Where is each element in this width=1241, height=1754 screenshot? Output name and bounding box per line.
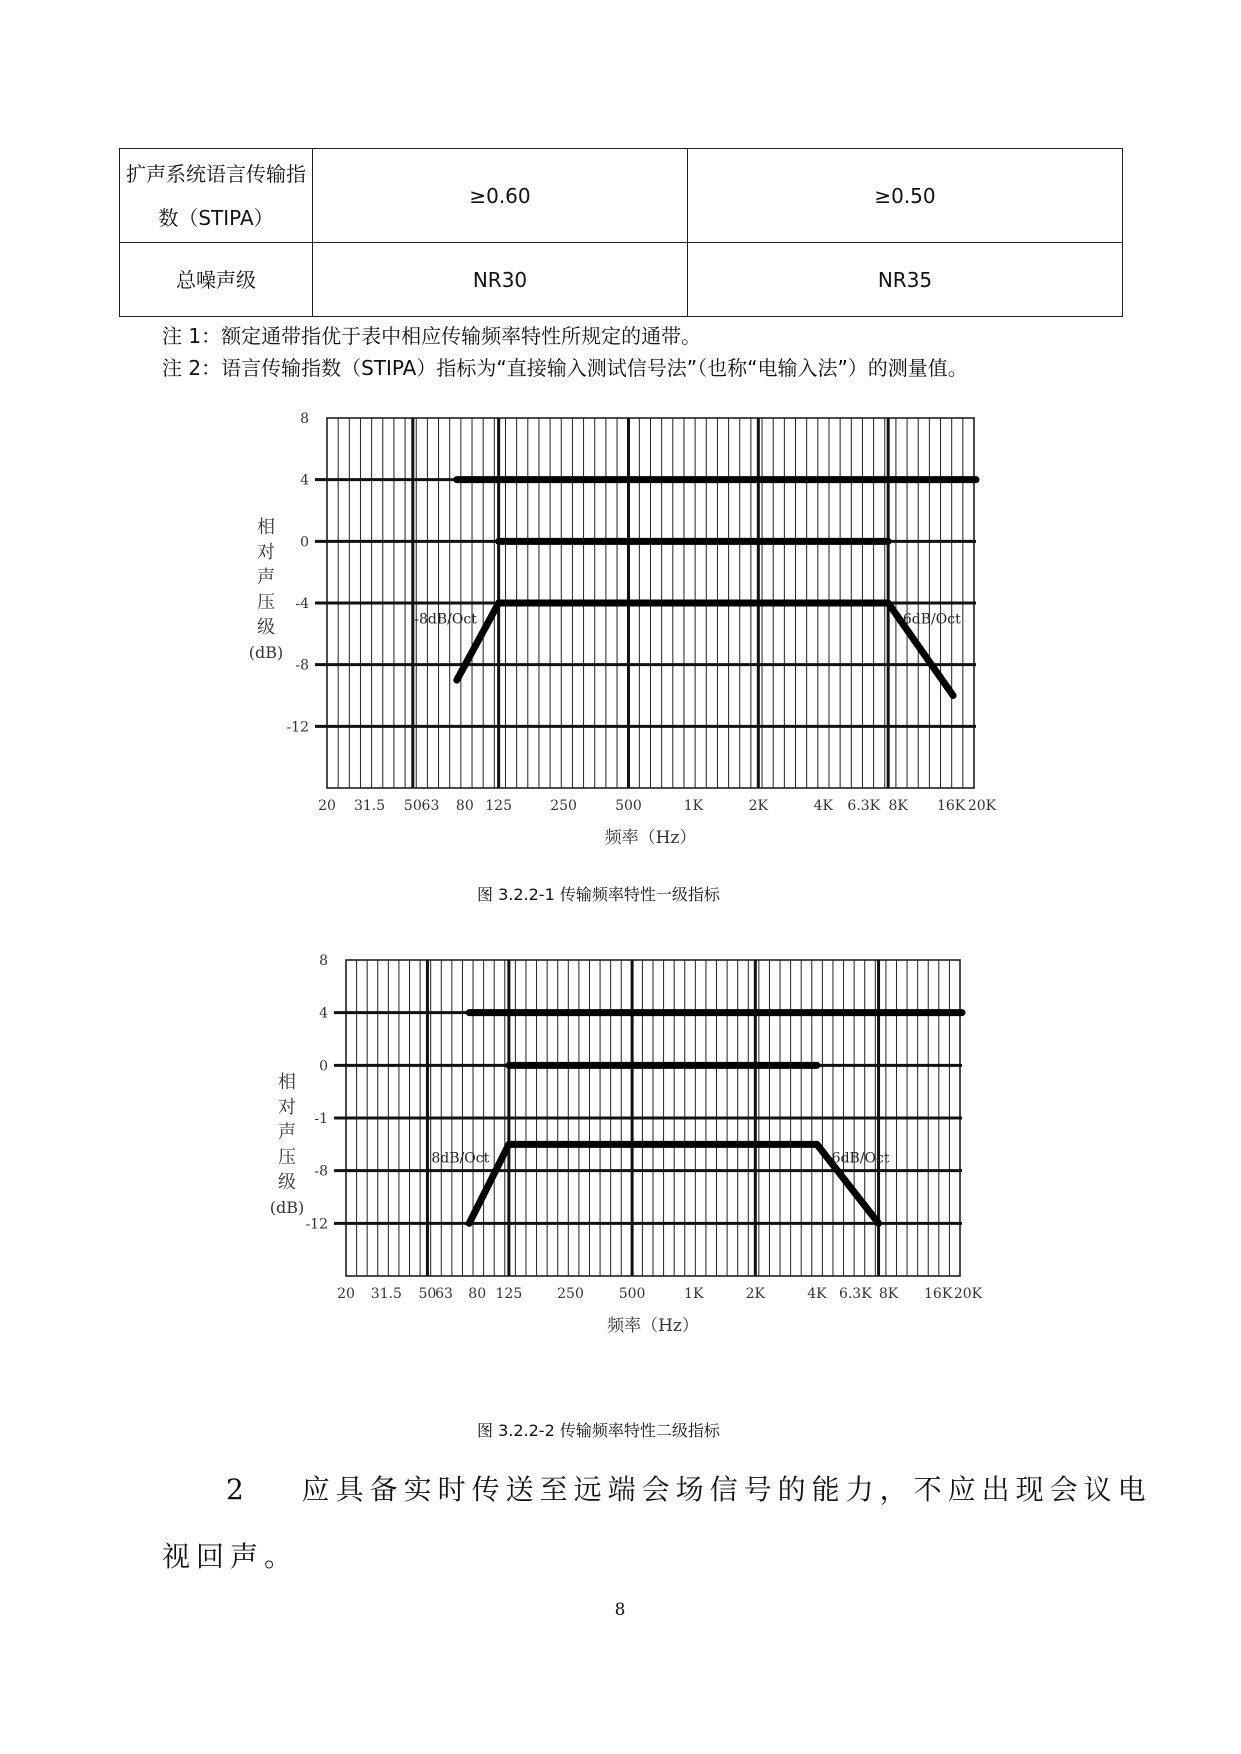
x-tick-label: 1K [684,1286,704,1302]
slope-annotation: -6dB/Oct [898,611,961,628]
y-axis-label-char: 声 [278,1122,296,1143]
y-tick-label: -12 [286,719,309,736]
x-tick-label: 8K [878,1286,899,1302]
table-row [120,243,1123,317]
y-tick-label: -12 [305,1216,328,1233]
slope-annotation: -6dB/Oct [826,1150,890,1167]
slope-annotation: -8dB/Oct [414,611,477,628]
paragraph-line-1 [226,1468,1152,1508]
x-tick-label: 20 [318,798,336,814]
y-axis-label-char: 压 [278,1147,296,1168]
y-axis-label-char: 相 [278,1072,296,1093]
y-axis-label-unit: (dB) [269,1198,305,1217]
paragraph-number: 2 [226,1473,250,1506]
y-axis-label-char: 级 [278,1172,296,1193]
y-tick-label: -4 [295,596,309,612]
x-tick-label: 50 [403,798,422,814]
y-axis-label-unit: (dB) [248,643,284,662]
x-tick-label: 31.5 [353,798,386,814]
x-tick-label: 8K [888,798,908,814]
paragraph-text: 应具备实时传送至远端会场信号的能力，不应出现会议电 [301,1473,1152,1506]
figure-caption-2: 图 3.2.2-2 传输频率特性二级指标 [477,1421,720,1440]
x-tick-label: 2K [748,798,769,814]
series-line [457,603,953,696]
y-tick-label: 8 [319,953,328,969]
x-tick-label: 80 [468,1286,487,1302]
y-tick-label: 0 [319,1058,328,1075]
x-tick-label: 6.3K [847,798,881,814]
x-tick-label: 6.3K [838,1286,872,1302]
y-tick-label: 8 [300,411,309,427]
x-tick-label: 20K [953,1286,983,1302]
table-cell-label: 扩声系统语言传输指数（STIPA） [120,149,313,243]
table-cell-grade1: ≥0.60 [313,149,688,243]
x-tick-label: 250 [550,798,577,814]
y-axis-label-char: 压 [257,592,275,613]
page-number: 8 [614,1600,626,1620]
table-row [120,149,1123,243]
x-tick-label: 16K [924,1286,953,1302]
y-tick-label: -8 [295,657,309,674]
x-tick-label: 250 [557,1286,584,1302]
table-cell-grade1: NR30 [313,243,688,317]
x-tick-label: 125 [495,1286,523,1302]
x-tick-label: 50 [418,1286,437,1302]
paragraph-line-2: 视回声。 [162,1540,299,1573]
x-tick-label: 16K [936,798,966,814]
y-tick-label: -8 [314,1163,328,1180]
x-axis-label: 频率（Hz） [604,828,697,848]
x-tick-label: 4K [813,798,833,814]
y-axis-label-char: 相 [257,517,275,538]
y-tick-label: 4 [300,472,309,489]
slope-annotation: 8dB/Oct [431,1150,490,1167]
table-cell-label: 总噪声级 [120,243,313,317]
y-axis-label-char: 对 [278,1097,296,1118]
table-cell-grade2: NR35 [688,243,1123,317]
x-tick-label: 31.5 [370,1286,402,1302]
note-1: 注 1：额定通带指优于表中相应传输频率特性所规定的通带。 [162,324,702,348]
x-tick-label: 2K [745,1286,766,1302]
y-tick-label: 4 [319,1005,328,1022]
y-tick-label: 0 [300,534,309,551]
x-tick-label: 20K [967,798,997,814]
x-tick-label: 125 [485,798,513,814]
x-tick-label: 20 [337,1286,355,1302]
table-cell-grade2: ≥0.50 [688,149,1123,243]
y-axis-label-char: 对 [257,542,275,563]
frequency-response-chart-grade1 [230,405,1010,865]
y-axis-label-char: 声 [257,567,275,588]
figure-caption-1: 图 3.2.2-1 传输频率特性一级指标 [477,885,720,904]
requirements-table [119,148,1123,317]
y-tick-label: -1 [314,1111,328,1127]
x-tick-label: 63 [435,1286,453,1302]
x-tick-label: 4K [807,1286,827,1302]
y-axis-label-char: 级 [257,617,275,638]
x-tick-label: 1K [683,798,704,814]
x-tick-label: 63 [421,798,440,814]
frequency-response-chart-grade2 [250,950,1010,1380]
x-tick-label: 500 [618,1286,646,1302]
note-2: 注 2：语言传输指数（STIPA）指标为“直接输入测试信号法”（也称“电输入法”）的测量值。 [162,356,968,380]
x-axis-label: 频率（Hz） [607,1316,699,1336]
x-tick-label: 500 [615,798,642,814]
x-tick-label: 80 [455,798,474,814]
